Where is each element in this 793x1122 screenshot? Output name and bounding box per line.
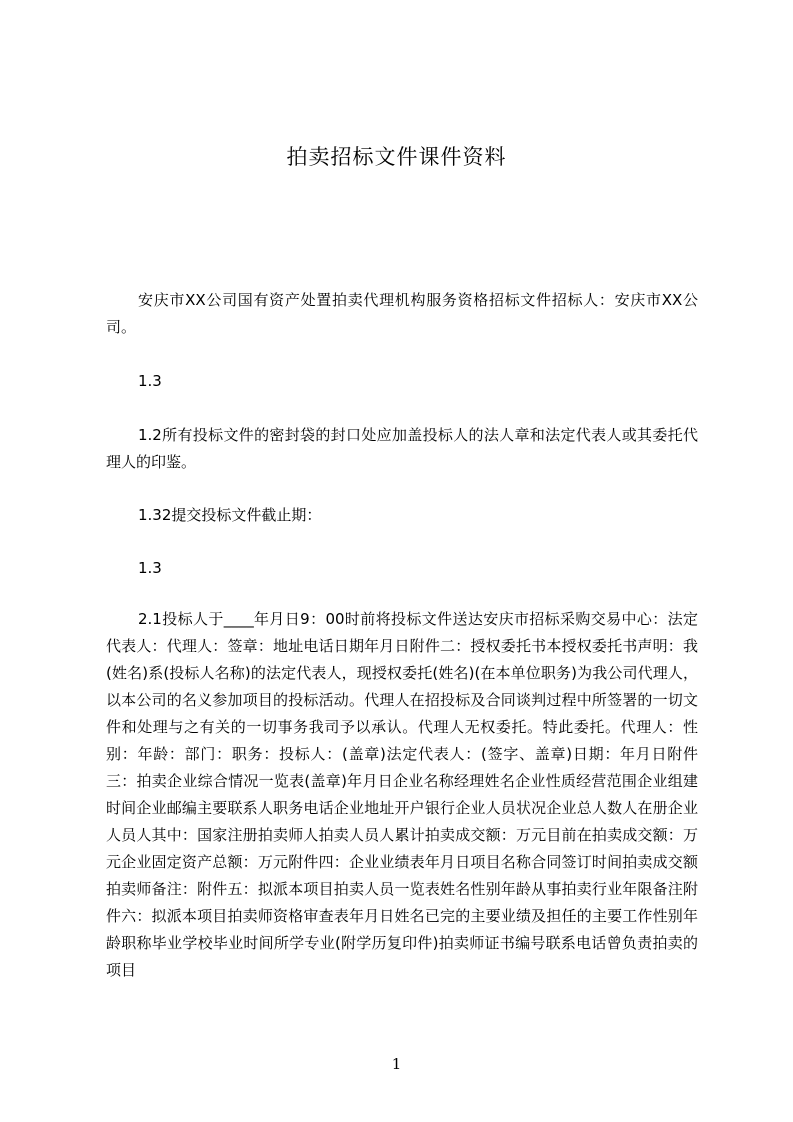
paragraph-section-2-1: 2.1投标人于____年月日9：00时前将投标文件送达安庆市招标采购交易中心：法定代表人：代理人：签章：地址电话日期年月日附件二：授权委托书本授权委托书声明：我(姓名)系(投标人名称)的法定代表人，现授权委托(姓名)(在本单位职务)为我公司代理人，以本公司的名义参加项目的投标活动。代理人在招投标及合同谈判过程中所签署的一切文件和处理与之有关的一切事务我司予以承认。代理人无权委托。特此委托。代理人：性别：年龄：部门：职务：投标人：(盖章)法定代表人：(签字、盖章)日期：年月日附件三：拍卖企业综合情况一览表(盖章)年月日企业名称经理姓名企业性质经营范围企业组建时间企业邮编主要联系人职务电话企业地址开户银行企业人员状况企业总人数人在册企业人员人其中：国家注册拍卖师人拍卖人员人累计拍卖成交额：万元目前在拍卖成交额：万元企业固定资产总额：万元附件四：企业业绩表年月日项目名称合同签订时间拍卖成交额拍卖师备注：附件五：拟派本项目拍卖人员一览表姓名性别年龄从事拍卖行业年限备注附件六：拟派本项目拍卖师资格审查表年月日姓名已完的主要业绩及担任的主要工作性别年龄职称毕业学校毕业时间所学专业(附学历复印件)拍卖师证书编号联系电话曾负责拍卖的项目 [106,610,698,979]
document-title: 拍卖招标文件课件资料 [286,145,507,169]
paragraph-intro: 安庆市XX公司国有资产处置拍卖代理机构服务资格招标文件招标人：安庆市XX公司。 [106,291,698,336]
paragraph-section-1-2: 1.2所有投标文件的密封袋的封口处应加盖投标人的法人章和法定代表人或其委托代理人的印鉴。 [106,426,698,471]
paragraph-section-1-32: 1.32提交投标文件截止期： [138,506,322,524]
page-number: 1 [391,1055,402,1073]
paragraph-section-1-3: 1.3 [138,372,162,390]
paragraph-section-1-3-repeat: 1.3 [138,559,162,577]
